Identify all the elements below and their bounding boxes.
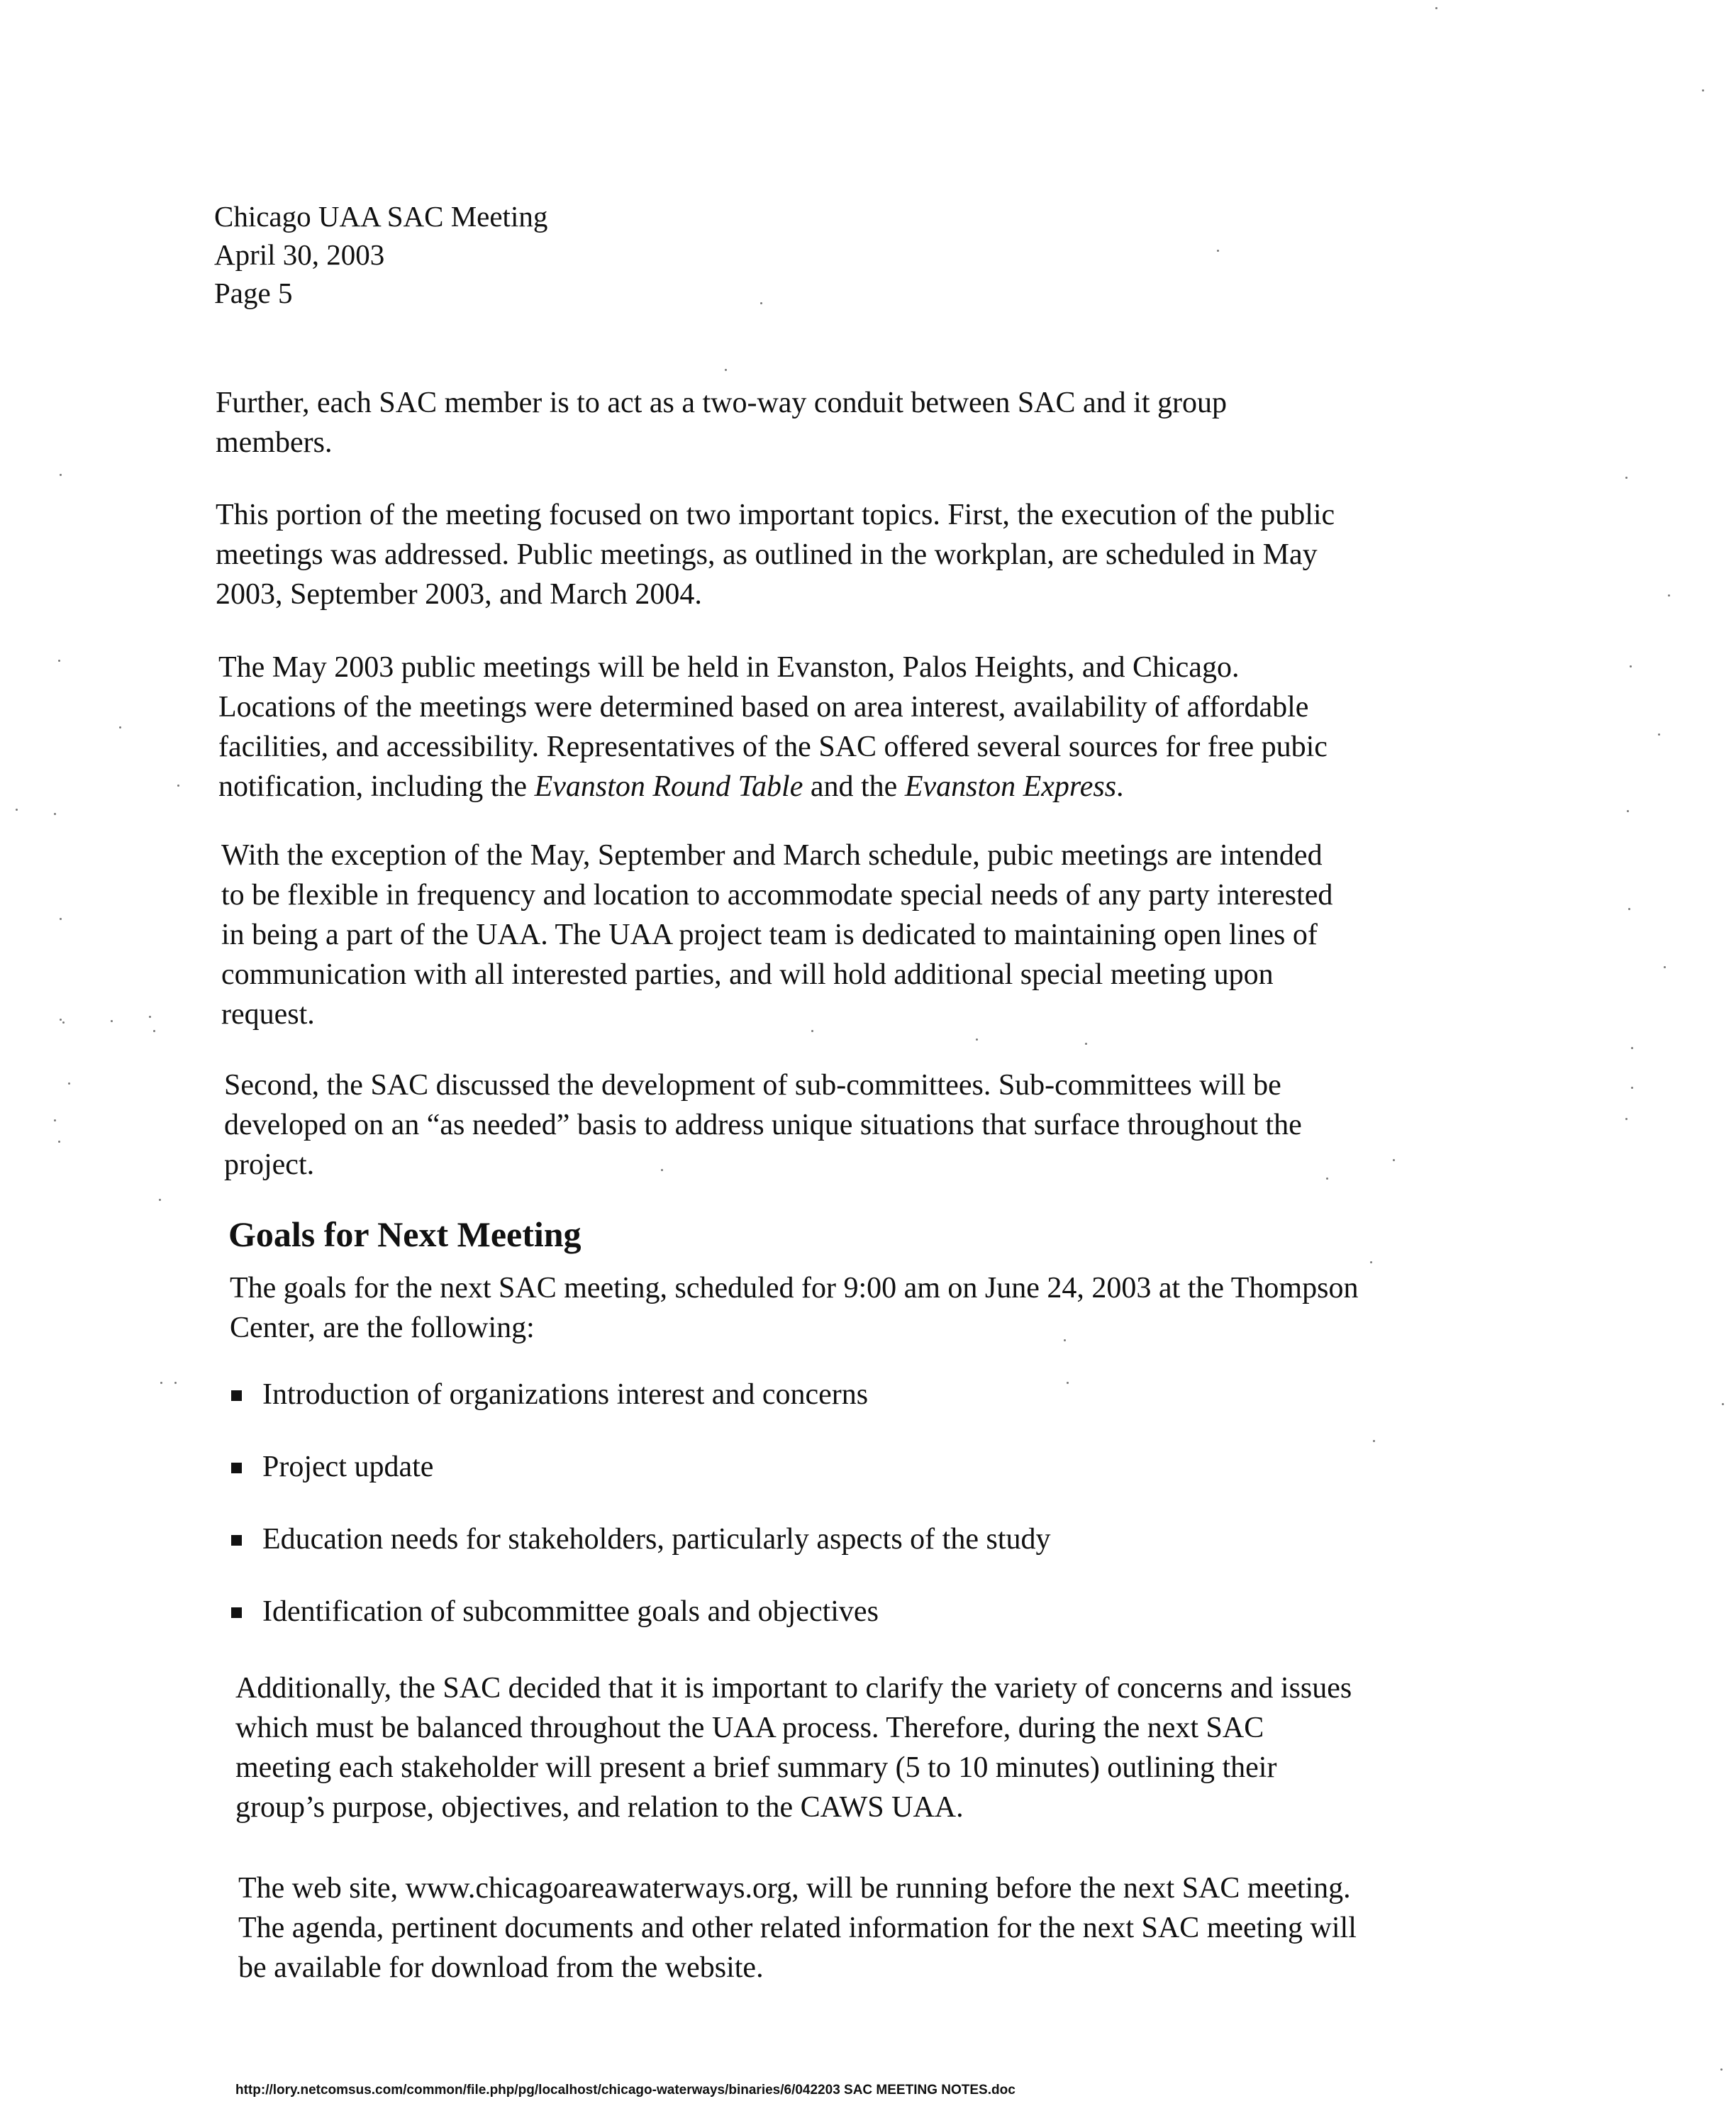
paragraph-line: This portion of the meeting focused on two important topics. First, the execution of the public (216, 499, 1335, 531)
scan-speck (54, 1119, 56, 1121)
scan-speck (1630, 665, 1632, 667)
scan-speck (1720, 2068, 1723, 2071)
paragraph-line: meetings was addressed. Public meetings, as outlined in the workplan, are scheduled in May (216, 538, 1318, 571)
list-item-text: Project update (262, 1451, 434, 1483)
scan-speck (725, 369, 727, 371)
scan-speck (976, 1038, 978, 1041)
scan-speck (160, 1382, 162, 1384)
paragraph-line: meeting each stakeholder will present a brief summary (5 to 10 minutes) outlining their (235, 1751, 1277, 1784)
publication-name: Evanston Express (904, 770, 1117, 803)
paragraph-conduit (216, 383, 1227, 462)
square-bullet-icon (231, 1463, 242, 1473)
scan-speck (54, 813, 56, 815)
scan-speck (1628, 908, 1630, 910)
scan-speck (811, 1030, 813, 1032)
paragraph-line: Additionally, the SAC decided that it is important to clarify the variety of concerns and issues (235, 1672, 1352, 1705)
paragraph-flexible-meetings (221, 836, 1332, 1034)
list-item (228, 1519, 1050, 1559)
scan-speck (60, 474, 62, 476)
paragraph-line: group’s purpose, objectives, and relation to the CAWS UAA. (235, 1791, 964, 1824)
scan-speck (661, 1169, 663, 1171)
scan-speck (1631, 1047, 1633, 1049)
paragraph-line: Locations of the meetings were determined based on area interest, availability of affordable (218, 691, 1309, 724)
scan-speck (1326, 1178, 1328, 1180)
scan-speck (1064, 1339, 1066, 1341)
scan-speck (1664, 966, 1666, 968)
scan-speck (149, 1016, 151, 1018)
scan-speck (153, 1030, 155, 1032)
paragraph-line: be available for download from the website. (238, 1951, 764, 1984)
paragraph-may-meetings (218, 648, 1328, 807)
scan-speck (60, 918, 62, 920)
footer-url: http://lory.netcomsus.com/common/file.php/pg/localhost/chicago-waterways/binaries/6/042203 SAC MEETING NOTES.doc (235, 2083, 1016, 2098)
paragraph-website (238, 1868, 1357, 1988)
paragraph-line: With the exception of the May, September and March schedule, pubic meetings are intended (221, 839, 1323, 872)
paragraph-line: in being a part of the UAA. The UAA project team is dedicated to maintaining open lines of (221, 919, 1318, 951)
paragraph-line: Second, the SAC discussed the development of sub-committees. Sub-committees will be (224, 1069, 1281, 1102)
scan-speck (177, 785, 179, 787)
paragraph-line: communication with all interested parties, and will hold additional special meeting upon (221, 958, 1274, 991)
scan-speck (1702, 89, 1704, 92)
header-title: Chicago UAA SAC Meeting (214, 200, 548, 233)
scan-speck (1067, 1382, 1069, 1384)
scan-speck (760, 302, 762, 304)
paragraph-line: facilities, and accessibility. Representatives of the SAC offered several sources for free pubic (218, 731, 1328, 763)
scan-speck (68, 1082, 70, 1085)
line-text: notification, including the (218, 770, 535, 803)
paragraph-line: members. (216, 426, 333, 459)
scan-speck (16, 809, 18, 811)
paragraph-sub-committees (224, 1065, 1302, 1185)
scan-speck (174, 1382, 177, 1384)
scan-speck (1625, 477, 1628, 479)
scan-speck (1722, 1403, 1724, 1405)
paragraph-line: which must be balanced throughout the UAA process. Therefore, during the next SAC (235, 1712, 1264, 1744)
line-text: . (1116, 770, 1124, 803)
paragraph-line: Center, are the following: (230, 1312, 535, 1344)
paragraph-line: Further, each SAC member is to act as a two-way conduit between SAC and it group (216, 387, 1227, 419)
paragraph-line: The web site, www.chicagoareawaterways.org, will be running before the next SAC meeting. (238, 1872, 1351, 1905)
line-text: and the (803, 770, 905, 803)
list-item-text: Introduction of organizations interest and concerns (262, 1378, 869, 1411)
scan-speck (60, 1019, 62, 1021)
paragraph-line: The goals for the next SAC meeting, scheduled for 9:00 am on June 24, 2003 at the Thompson (230, 1272, 1359, 1304)
scan-speck (1085, 1043, 1087, 1045)
scan-speck (1217, 250, 1219, 252)
list-item-text: Education needs for stakeholders, particularly aspects of the study (262, 1523, 1051, 1556)
scan-speck (58, 1141, 60, 1143)
paragraph-topics (216, 495, 1335, 614)
scan-speck (1625, 1118, 1628, 1120)
paragraph-line: The agenda, pertinent documents and other related information for the next SAC meeting will (238, 1912, 1357, 1944)
scan-speck (58, 660, 60, 662)
scan-speck (1373, 1440, 1375, 1442)
scan-speck (1658, 733, 1660, 736)
scan-speck (111, 1020, 113, 1022)
scan-speck (1435, 7, 1437, 9)
header-page-number: Page 5 (214, 277, 293, 309)
list-item (228, 1447, 1050, 1487)
square-bullet-icon (231, 1390, 242, 1401)
paragraph-line: 2003, September 2003, and March 2004. (216, 578, 702, 611)
scan-speck (119, 726, 121, 728)
paragraph-line: The May 2003 public meetings will be held in Evanston, Palos Heights, and Chicago. (218, 651, 1240, 684)
scan-speck (1370, 1261, 1372, 1263)
paragraph-line: project. (224, 1148, 315, 1181)
square-bullet-icon (231, 1535, 242, 1546)
paragraph-next-meeting (230, 1268, 1358, 1348)
square-bullet-icon (231, 1607, 242, 1618)
list-item (228, 1375, 1050, 1414)
header-date: April 30, 2003 (214, 238, 385, 271)
scan-speck (1631, 1087, 1633, 1089)
goals-list (228, 1375, 1050, 1664)
scan-speck (1627, 810, 1629, 812)
paragraph-line: to be flexible in frequency and location to accommodate special needs of any party interested (221, 879, 1333, 912)
scan-speck (159, 1199, 161, 1201)
section-heading: Goals for Next Meeting (228, 1214, 582, 1254)
scan-speck (1393, 1159, 1395, 1161)
list-item (228, 1592, 1050, 1631)
scan-speck (62, 1021, 65, 1024)
paragraph-line: request. (221, 998, 315, 1031)
list-item-text: Identification of subcommittee goals and objectives (262, 1595, 879, 1628)
document-header (214, 197, 547, 312)
scan-speck (1668, 594, 1670, 597)
paragraph-line: developed on an “as needed” basis to address unique situations that surface throughout the (224, 1109, 1302, 1141)
publication-name: Evanston Round Table (534, 770, 803, 803)
paragraph-line (218, 767, 1328, 807)
paragraph-stakeholder-summaries (235, 1668, 1352, 1827)
